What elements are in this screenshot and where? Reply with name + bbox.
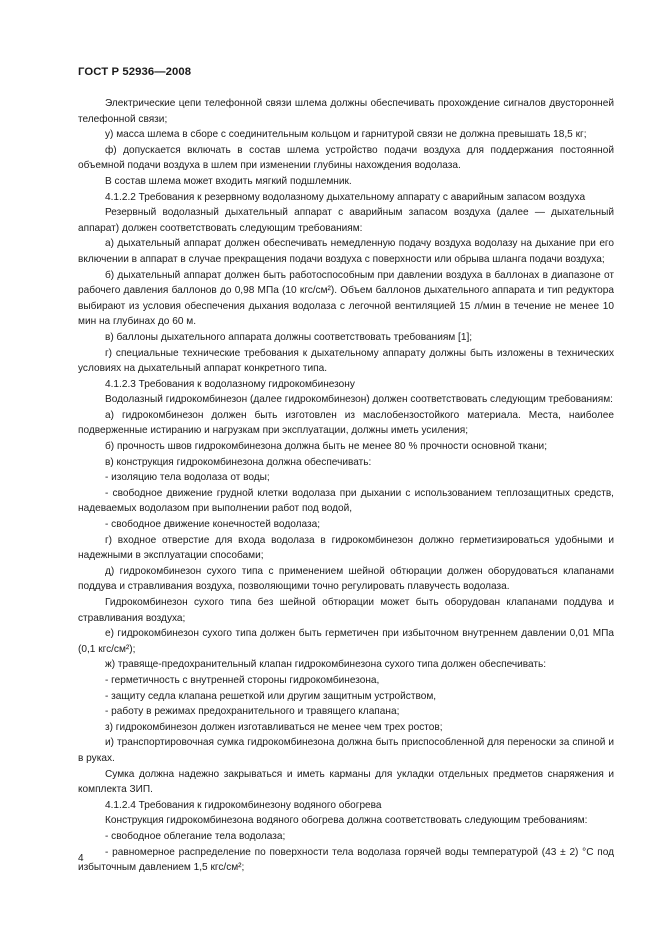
list-item: - работу в режимах предохранительного и травящего клапана; bbox=[105, 706, 400, 718]
paragraph: а) дыхательный аппарат должен обеспечивать немедленную подачу воздуха водолазу на дыхание при его включении в аппарат в случае прекращения подачи воздуха с поверхности или обрыва шланга подачи воздуха; bbox=[78, 238, 614, 265]
list-item: - свободное облегание тела водолаза; bbox=[105, 830, 286, 842]
list-item: - изоляцию тела водолаза от воды; bbox=[105, 472, 270, 484]
paragraph: з) гидрокомбинезон должен изготавливаться не менее чем трех ростов; bbox=[105, 721, 443, 733]
paragraph: Резервный водолазный дыхательный аппарат с аварийным запасом воздуха (далее — дыхательный аппарат) должен соответствовать следующим требованиям: bbox=[78, 207, 614, 234]
paragraph: у) масса шлема в сборе с соединительным кольцом и гарнитурой связи не должна превышать 18,5 кг; bbox=[105, 129, 587, 141]
section-heading: 4.1.2.2 Требования к резервному водолазному дыхательному аппарату с аварийным запасом воздуха bbox=[105, 191, 586, 203]
list-item: - свободное движение конечностей водолаза; bbox=[105, 519, 321, 531]
paragraph: в) баллоны дыхательного аппарата должны соответствовать требованиям [1]; bbox=[105, 331, 473, 343]
paragraph: ж) травяще-предохранительный клапан гидрокомбинезона сухого типа должен обеспечивать: bbox=[105, 659, 547, 671]
list-item: - защиту седла клапана решеткой или другим защитным устройством, bbox=[105, 690, 437, 702]
paragraph: Сумка должна надежно закрываться и иметь карманы для укладки отдельных предметов снаряжения и комплекта ЗИП. bbox=[78, 768, 614, 796]
list-item: - герметичность с внутренней стороны гидрокомбинезона, bbox=[105, 674, 380, 686]
paragraph: г) входное отверстие для входа водолаза в гидрокомбинезон должно герметизироваться удобными и надежными в эксплуатации способами; bbox=[78, 534, 614, 562]
paragraph: б) дыхательный аппарат должен быть работоспособным при давлении воздуха в баллонах в диапазоне от рабочего давления баллонов до 0,98 МПа (10 кгс/см²). Объем баллонов дыхательного аппарата и тип редуктора выбирают из условия обеспечения дыхания водолаза с легочной вентиляцией 15 л/мин в течение не менее 10 мин на глубинах до 60 м. bbox=[78, 269, 614, 328]
section-heading: 4.1.2.3 Требования к водолазному гидрокомбинезону bbox=[105, 378, 355, 390]
paragraph: в) конструкция гидрокомбинезона должна обеспечивать: bbox=[105, 456, 372, 468]
page-number: 4 bbox=[78, 853, 84, 864]
paragraph: Электрические цепи телефонной связи шлема должны обеспечивать прохождение сигналов двусторонней телефонной связи; bbox=[78, 98, 614, 125]
paragraph: В состав шлема может входить мягкий подшлемник. bbox=[105, 175, 352, 187]
section-heading: 4.1.2.4 Требования к гидрокомбинезону водяного обогрева bbox=[105, 799, 382, 811]
paragraph: и) транспортировочная сумка гидрокомбинезона должна быть приспособленной для переноски за спиной и в руках. bbox=[78, 737, 614, 764]
paragraph: е) гидрокомбинезон сухого типа должен быть герметичен при избыточном внутреннем давлении 0,01 МПа (0,1 кгс/см²); bbox=[78, 628, 614, 655]
paragraph: д) гидрокомбинезон сухого типа с применением шейной обтюрации должен оборудоваться клапанами поддува и стравливания воздуха, позволяющими точно регулировать плавучесть водолаза. bbox=[78, 565, 614, 593]
paragraph: Водолазный гидрокомбинезон (далее гидрокомбинезон) должен соответствовать следующим требованиям: bbox=[105, 394, 613, 406]
list-item: - равномерное распределение по поверхности тела водолаза горячей воды температурой (43 ± 2) °С под избыточным давлением 1,5 кгс/см²; bbox=[78, 846, 614, 874]
paragraph: Конструкция гидрокомбинезона водяного обогрева должна соответствовать следующим требованиям: bbox=[105, 815, 588, 827]
document-body bbox=[78, 96, 614, 876]
paragraph: б) прочность швов гидрокомбинезона должна быть не менее 80 % прочности основной ткани; bbox=[105, 441, 548, 453]
document-title: ГОСТ Р 52936—2008 bbox=[78, 66, 192, 78]
paragraph: ф) допускается включать в состав шлема устройство подачи воздуха для поддержания постоянной объемной подачи воздуха в шлем при изменении глубины нахождения водолаза. bbox=[78, 144, 614, 172]
paragraph: а) гидрокомбинезон должен быть изготовлен из маслобензостойкого материала. Места, наиболее подверженные истиранию и нагрузкам при эксплуатации, должны иметь усиления; bbox=[78, 409, 614, 437]
list-item: - свободное движение грудной клетки водолаза при дыхании с использованием теплозащитных средств, надеваемых водолазом при выполнении работ под водой, bbox=[78, 487, 614, 515]
paragraph: г) специальные технические требования к дыхательному аппарату должны быть изложены в технических условиях на дыхательный аппарат конкретного типа. bbox=[78, 347, 614, 375]
paragraph: Гидрокомбинезон сухого типа без шейной обтюрации может быть оборудован клапанами поддува и стравливания воздуха; bbox=[78, 597, 614, 624]
